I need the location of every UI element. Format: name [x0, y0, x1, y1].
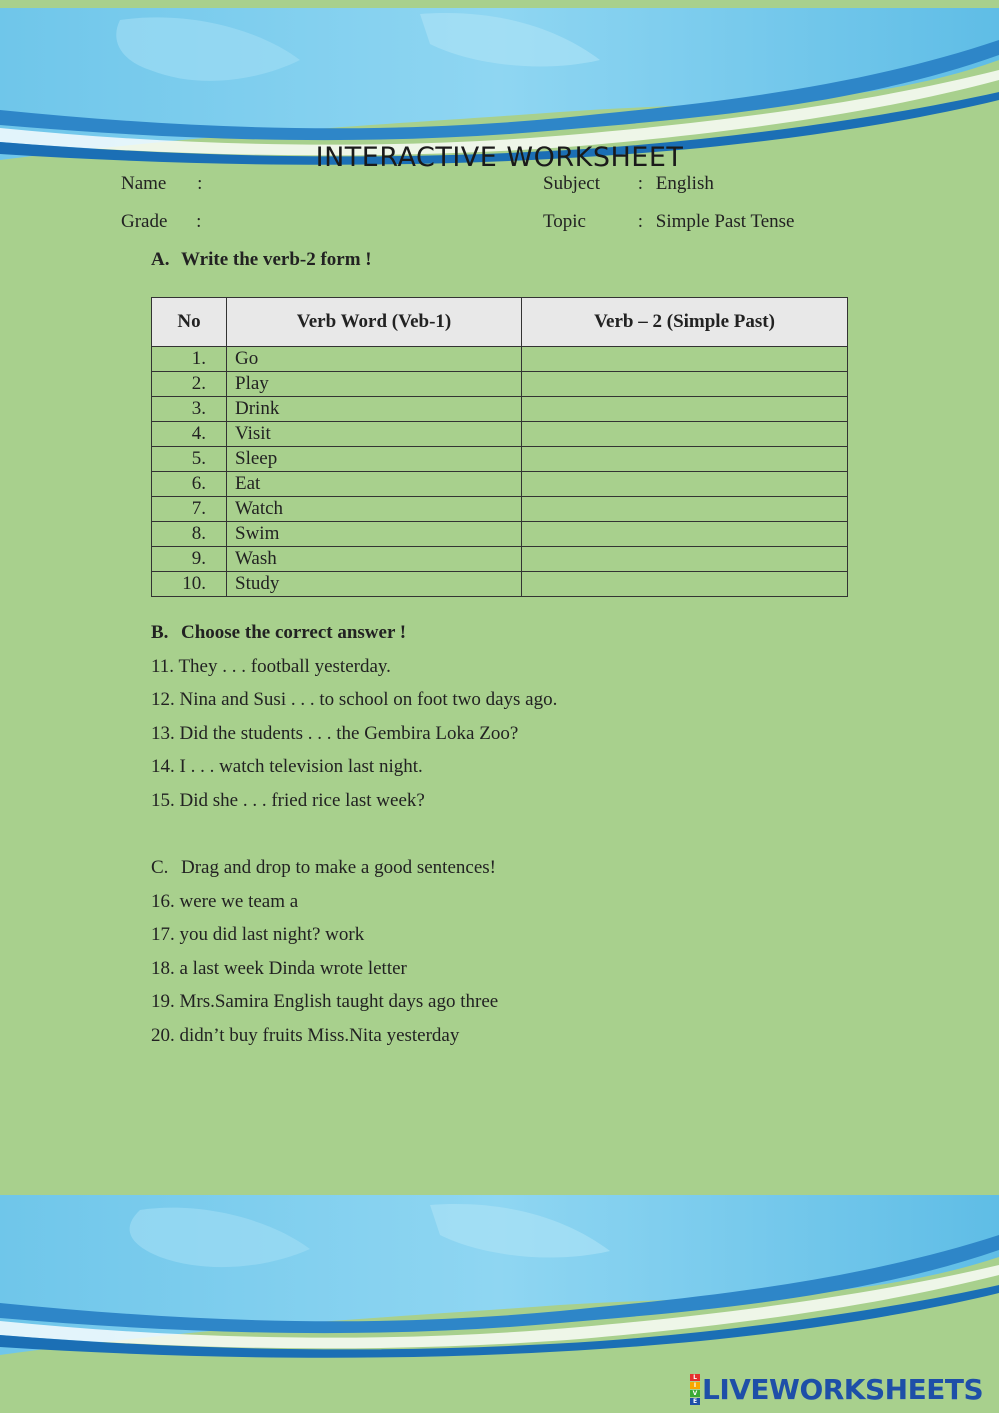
- table-row: [152, 447, 848, 472]
- logo-mark-letter: L: [690, 1374, 700, 1381]
- topic-colon: :: [637, 211, 644, 232]
- verb2-answer-field[interactable]: [522, 397, 848, 422]
- verb1-cell: Play: [227, 372, 522, 397]
- logo-mark-letter: V: [690, 1390, 700, 1397]
- logo-mark-letter: E: [690, 1398, 700, 1405]
- section-c-marker: C.: [151, 857, 169, 878]
- verb1-cell: Swim: [227, 522, 522, 547]
- table-row: [152, 522, 848, 547]
- section-b-heading: [151, 622, 406, 644]
- grade-field: [121, 211, 201, 233]
- name-field: [121, 173, 202, 195]
- section-b-marker: B.: [151, 622, 169, 643]
- row-number: 6.: [152, 472, 227, 497]
- verb-table-header: [152, 298, 848, 347]
- row-number: 1.: [152, 347, 227, 372]
- grade-colon: :: [196, 211, 202, 232]
- section-a-title: Write the verb-2 form !: [181, 249, 372, 270]
- question-19[interactable]: 19. Mrs.Samira English taught days ago three: [151, 991, 499, 1012]
- column-header-verb1: Verb Word (Veb-1): [227, 298, 522, 347]
- liveworksheets-logo: [690, 1372, 983, 1406]
- verb2-answer-field[interactable]: [522, 522, 848, 547]
- verb1-cell: Drink: [227, 397, 522, 422]
- topic-field: [543, 211, 795, 233]
- verb1-cell: Go: [227, 347, 522, 372]
- table-row: [152, 372, 848, 397]
- question-17[interactable]: 17. you did last night? work: [151, 924, 365, 945]
- verb1-cell: Wash: [227, 547, 522, 572]
- row-number: 2.: [152, 372, 227, 397]
- question-11[interactable]: 11. They . . . football yesterday.: [151, 656, 391, 677]
- grade-label: Grade: [121, 211, 168, 232]
- row-number: 3.: [152, 397, 227, 422]
- column-header-no: No: [152, 298, 227, 347]
- verb2-answer-field[interactable]: [522, 347, 848, 372]
- logo-mark-letter: I: [690, 1382, 700, 1389]
- row-number: 9.: [152, 547, 227, 572]
- verb-table: [151, 297, 848, 597]
- verb2-answer-field[interactable]: [522, 422, 848, 447]
- row-number: 4.: [152, 422, 227, 447]
- verb1-cell: Eat: [227, 472, 522, 497]
- section-a-heading: [151, 249, 372, 271]
- topic-label: Topic: [543, 211, 586, 232]
- verb2-answer-field[interactable]: [522, 372, 848, 397]
- question-16[interactable]: 16. were we team a: [151, 891, 299, 912]
- section-b-title: Choose the correct answer !: [181, 622, 407, 643]
- row-number: 8.: [152, 522, 227, 547]
- verb2-answer-field[interactable]: [522, 447, 848, 472]
- table-row: [152, 347, 848, 372]
- table-row: [152, 497, 848, 522]
- row-number: 7.: [152, 497, 227, 522]
- name-colon: :: [197, 173, 203, 194]
- verb1-cell: Sleep: [227, 447, 522, 472]
- verb2-answer-field[interactable]: [522, 497, 848, 522]
- worksheet-title: INTERACTIVE WORKSHEET: [315, 142, 684, 174]
- table-row: [152, 572, 848, 597]
- question-18[interactable]: 18. a last week Dinda wrote letter: [151, 958, 407, 979]
- subject-colon: :: [637, 173, 644, 194]
- table-row: [152, 547, 848, 572]
- verb2-answer-field[interactable]: [522, 547, 848, 572]
- verb2-answer-field[interactable]: [522, 572, 848, 597]
- verb2-answer-field[interactable]: [522, 472, 848, 497]
- section-c-heading: [151, 857, 496, 879]
- topic-value: Simple Past Tense: [655, 211, 795, 232]
- question-12[interactable]: 12. Nina and Susi . . . to school on foot two days ago.: [151, 689, 558, 710]
- logo-text: LIVEWORKSHEETS: [702, 1372, 984, 1406]
- question-14[interactable]: 14. I . . . watch television last night.: [151, 756, 423, 777]
- subject-value: English: [655, 173, 714, 194]
- verb1-cell: Visit: [227, 422, 522, 447]
- section-c-title: Drag and drop to make a good sentences!: [181, 857, 496, 878]
- question-20[interactable]: 20. didn’t buy fruits Miss.Nita yesterday: [151, 1025, 460, 1046]
- table-row: [152, 422, 848, 447]
- verb1-cell: Study: [227, 572, 522, 597]
- verb1-cell: Watch: [227, 497, 522, 522]
- table-row: [152, 397, 848, 422]
- subject-field: [543, 173, 714, 195]
- question-13[interactable]: 13. Did the students . . . the Gembira Loka Zoo?: [151, 723, 519, 744]
- section-a-marker: A.: [151, 249, 170, 270]
- name-label: Name: [121, 173, 167, 194]
- table-row: [152, 472, 848, 497]
- row-number: 10.: [152, 572, 227, 597]
- question-15[interactable]: 15. Did she . . . fried rice last week?: [151, 790, 425, 811]
- logo-mark-icon: [690, 1374, 700, 1405]
- subject-label: Subject: [543, 173, 600, 194]
- column-header-verb2: Verb – 2 (Simple Past): [522, 298, 848, 347]
- row-number: 5.: [152, 447, 227, 472]
